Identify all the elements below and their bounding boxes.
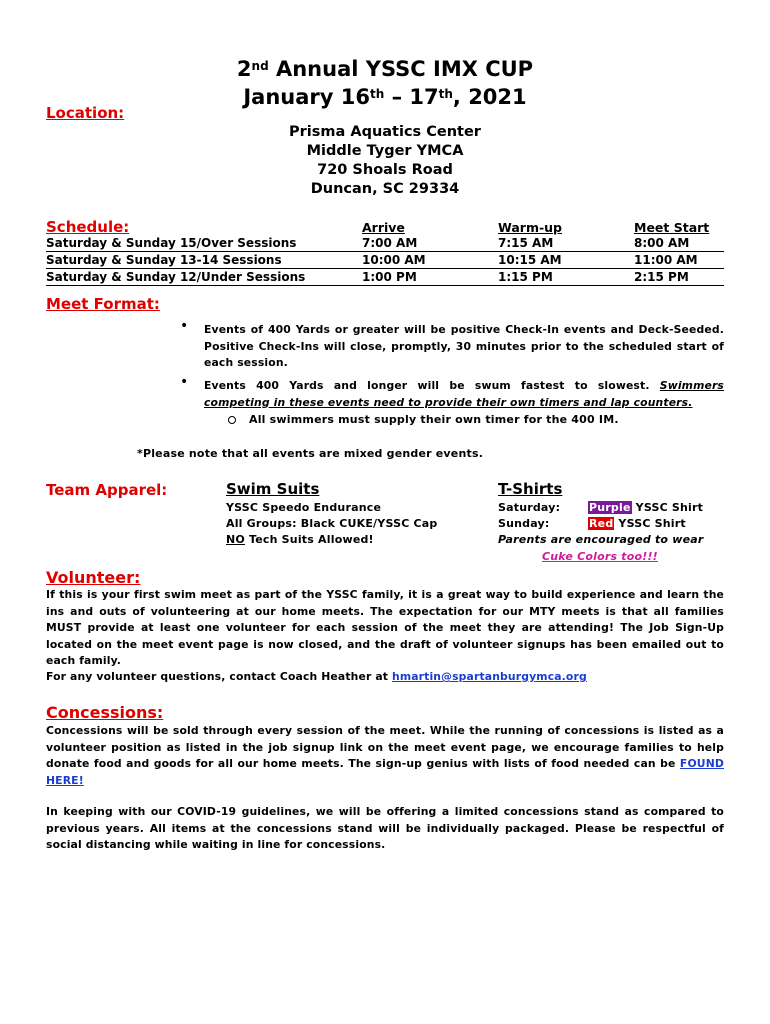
col-meet-start: Meet Start — [634, 220, 710, 235]
no-label: NO — [226, 533, 245, 546]
title-line-2: January 16th – 17th, 2021 — [243, 85, 527, 109]
found-here-link[interactable]: FOUND HERE! — [46, 757, 724, 787]
saturday-shirt — [588, 501, 703, 514]
warmup-time: 10:15 AM — [498, 253, 562, 267]
sunday-label: Sunday: — [498, 517, 550, 530]
suits-line-3-rest: Tech Suits Allowed! — [244, 533, 374, 546]
warmup-time: 7:15 AM — [498, 236, 554, 250]
sunday-shirt-rest: YSSC Shirt — [614, 517, 686, 530]
swim-suits-heading: Swim Suits — [226, 480, 320, 498]
volunteer-contact-text: For any volunteer questions, contact Coach Heather at — [46, 670, 392, 683]
bullet-icon: • — [180, 374, 189, 390]
volunteer-heading: Volunteer: — [46, 568, 141, 587]
red-highlight: Red — [589, 517, 614, 530]
start-time: 2:15 PM — [634, 270, 689, 284]
email-link[interactable]: hmartin@spartanburgymca.org — [392, 670, 587, 683]
format-sub-bullet: All swimmers must supply their own timer for the 400 IM. — [249, 413, 619, 426]
address-line: Duncan, SC 29334 — [310, 181, 460, 197]
tshirts-heading: T-Shirts — [498, 480, 563, 498]
cuke-colors-text: Cuke Colors too!!! — [542, 550, 658, 563]
table-row — [46, 252, 724, 269]
start-time: 8:00 AM — [634, 236, 690, 250]
mixed-gender-note: *Please note that all events are mixed gender events. — [137, 447, 484, 460]
sunday-shirt — [588, 517, 686, 530]
session-name: Saturday & Sunday 15/Over Sessions — [46, 236, 297, 250]
saturday-shirt-rest: YSSC Shirt — [631, 501, 704, 514]
warmup-time: 1:15 PM — [498, 270, 553, 284]
arrive-time: 7:00 AM — [362, 236, 418, 250]
purple-highlight: Purple — [589, 501, 631, 514]
title-line-1: 2nd Annual YSSC IMX CUP — [236, 57, 534, 81]
table-row — [46, 269, 724, 286]
arrive-time: 10:00 AM — [362, 253, 426, 267]
col-arrive: Arrive — [362, 220, 405, 235]
session-name: Saturday & Sunday 13-14 Sessions — [46, 253, 282, 267]
meet-format-heading: Meet Format: — [46, 295, 160, 313]
page-title — [0, 55, 770, 111]
suits-line-3 — [226, 533, 374, 546]
location-address — [0, 123, 770, 199]
col-warmup: Warm-up — [498, 220, 563, 235]
circle-bullet-icon — [228, 416, 236, 424]
format-bullet-2-text: Events 400 Yards and longer will be swum fastest to slowest. — [204, 379, 660, 392]
format-bullet-2 — [204, 378, 724, 411]
address-line: Prisma Aquatics Center — [289, 124, 481, 140]
suits-line-2: All Groups: Black CUKE/YSSC Cap — [226, 517, 438, 530]
location-heading: Location: — [46, 104, 125, 122]
address-line: Middle Tyger YMCA — [306, 143, 464, 159]
schedule-table — [46, 235, 724, 286]
volunteer-body: If this is your first swim meet as part of the YSSC family, it is a great way to build experience and learn the ins and outs of volunteering at our home meets. The expectation for our MTY meets is that all families MUST provide at least one volunteer for each session of the meet they are attending! The Job Sign-Up located on the meet event page is now closed, and the draft of volunteer signups has been emailed out to each family. — [46, 588, 724, 667]
team-apparel-heading: Team Apparel: — [46, 481, 168, 499]
saturday-label: Saturday: — [498, 501, 561, 514]
session-name: Saturday & Sunday 12/Under Sessions — [46, 270, 306, 284]
concessions-body-1-text: Concessions will be sold through every session of the meet. While the running of concessions is listed as a volunteer position as listed in the job signup link on the meet event page, we encourage families to help donate food and goods for all our home meets. The sign-up genius with lists of food needed can be — [46, 724, 724, 770]
bullet-icon: • — [180, 318, 189, 334]
format-bullet-2-emphasis: Swimmers competing in these events need to provide their own timers and lap counters. — [204, 379, 724, 409]
concessions-heading: Concessions: — [46, 703, 164, 722]
parents-encouraged: Parents are encouraged to wear — [498, 533, 704, 546]
format-bullet-1: Events of 400 Yards or greater will be positive Check-In events and Deck-Seeded. Positive Check-Ins will close, promptly, 30 minutes prior to the scheduled start of each session. — [204, 323, 724, 369]
arrive-time: 1:00 PM — [362, 270, 417, 284]
concessions-body-1 — [46, 723, 724, 789]
suits-line-1: YSSC Speedo Endurance — [226, 501, 382, 514]
concessions-body-2: In keeping with our COVID-19 guidelines, we will be offering a limited concessions stand as compared to previous years. All items at the concessions stand will be individually packaged. Please be respectful of social distancing while waiting in line for concessions. — [46, 805, 724, 851]
start-time: 11:00 AM — [634, 253, 698, 267]
address-line: 720 Shoals Road — [317, 162, 453, 178]
schedule-heading: Schedule: — [46, 218, 130, 236]
volunteer-contact — [46, 669, 724, 686]
table-row — [46, 235, 724, 252]
